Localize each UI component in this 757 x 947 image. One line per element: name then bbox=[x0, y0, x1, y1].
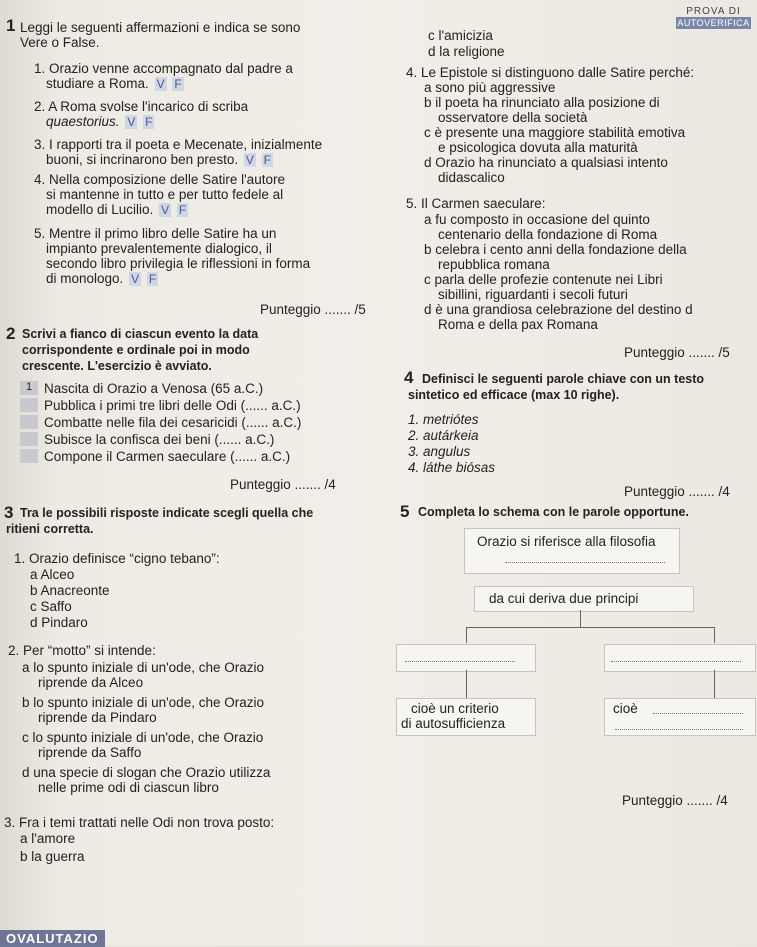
exercise-1-instruction: Leggi le seguenti affermazioni e indica se sono bbox=[20, 20, 301, 35]
ex4-instruction-2: sintetico ed efficace (max 10 righe). bbox=[408, 388, 620, 402]
q2-option-b-cont: riprende da Pindaro bbox=[38, 710, 157, 725]
q5-option-b[interactable]: b celebra i cento anni della fondazione della bbox=[424, 242, 687, 257]
badge-top: PROVA DI bbox=[686, 6, 741, 17]
q5-option-a-cont: centenario della fondazione di Roma bbox=[438, 227, 658, 242]
connector-line bbox=[466, 627, 714, 628]
ex1-item-5-line1: 5. Mentre il primo libro delle Satire ha un bbox=[34, 226, 277, 241]
q4-option-c-cont: e psicologica dovuta alla maturità bbox=[438, 140, 638, 155]
q2-option-c-cont: riprende da Saffo bbox=[38, 745, 142, 760]
q1-option-b[interactable]: b Anacreonte bbox=[30, 583, 110, 598]
false-option[interactable]: F bbox=[174, 77, 182, 91]
schema-box-cioe: cioè bbox=[604, 698, 756, 736]
q3-option-d[interactable]: d la religione bbox=[428, 44, 505, 59]
ex1-item-5-line4: di monologo. V F bbox=[46, 271, 157, 286]
badge-bottom: AUTOVERIFICA bbox=[677, 18, 750, 28]
false-option[interactable]: F bbox=[263, 153, 272, 167]
footer-banner: OVALUTAZIO bbox=[0, 930, 105, 947]
event-3: Combatte nelle fila dei cesaricidi (...... a.C.) bbox=[44, 415, 302, 430]
blank-line[interactable] bbox=[615, 729, 743, 730]
connector-line bbox=[714, 670, 715, 698]
exercise-5-number: 5 bbox=[400, 502, 410, 521]
ex1-item-4-line2: si mantenne in tutto e per tutto fedele al bbox=[46, 187, 284, 202]
ex3-instruction-1: Tra le possibili risposte indicate scegli quella che bbox=[20, 506, 314, 520]
ex1-item-1-line2: studiare a Roma. V F bbox=[46, 76, 182, 91]
order-box[interactable] bbox=[20, 432, 38, 446]
connector-line bbox=[714, 627, 715, 643]
order-box[interactable] bbox=[20, 415, 38, 429]
ex5-score: Punteggio ....... /4 bbox=[622, 793, 728, 808]
true-option[interactable]: V bbox=[127, 115, 136, 129]
ex1-score: Punteggio ....... /5 bbox=[260, 302, 366, 317]
schema-box-left-blank bbox=[396, 644, 536, 672]
q4-option-a[interactable]: a sono più aggressive bbox=[424, 80, 556, 95]
exercise-2-number: 2 bbox=[6, 324, 16, 343]
q4-option-b[interactable]: b il poeta ha rinunciato alla posizione di bbox=[424, 95, 660, 110]
exercise-3-number: 3 bbox=[4, 503, 14, 522]
schema-box-right-blank bbox=[604, 644, 756, 672]
q5-option-a[interactable]: a fu composto in occasione del quinto bbox=[424, 212, 650, 227]
ex1-item-3-line1: 3. I rapporti tra il poeta e Mecenate, inizialmente bbox=[34, 137, 323, 152]
event-5: Compone il Carmen saeculare (...... a.C.) bbox=[44, 449, 291, 464]
ex2-instruction-3: crescente. L'esercizio è avviato. bbox=[22, 359, 212, 373]
q2-option-a[interactable]: a lo spunto iniziale di un'ode, che Orazio bbox=[22, 660, 264, 675]
keyword-3: 3. angulus bbox=[408, 444, 471, 459]
blank-line[interactable] bbox=[405, 661, 515, 662]
keyword-1: 1. metriótes bbox=[408, 412, 479, 427]
event-2: Pubblica i primi tre libri delle Odi (...... a.C.) bbox=[44, 398, 301, 413]
exercise-1-number: 1 bbox=[6, 16, 16, 35]
ex1-item-2-line1: 2. A Roma svolse l'incarico di scriba bbox=[34, 99, 249, 114]
q5-option-d-cont: Roma e della pax Romana bbox=[438, 317, 598, 332]
q2-option-b[interactable]: b lo spunto iniziale di un'ode, che Orazio bbox=[22, 695, 264, 710]
false-option[interactable]: F bbox=[148, 272, 157, 286]
true-option[interactable]: V bbox=[131, 272, 140, 286]
keyword-4: 4. láthe biósas bbox=[408, 460, 496, 475]
q4-option-d-cont: didascalico bbox=[438, 170, 505, 185]
true-option[interactable]: V bbox=[156, 77, 165, 91]
q3-option-b[interactable]: b la guerra bbox=[20, 849, 85, 864]
ex3-score: Punteggio ....... /5 bbox=[624, 345, 730, 360]
connector-line bbox=[466, 627, 467, 643]
q4-option-d[interactable]: d Orazio ha rinunciato a qualsiasi intento bbox=[424, 155, 668, 170]
q2-option-d[interactable]: d una specie di slogan che Orazio utilizza bbox=[22, 765, 271, 780]
blank-line[interactable] bbox=[611, 661, 741, 662]
ex5-instruction: Completa lo schema con le parole opportune. bbox=[418, 505, 689, 519]
blank-line[interactable] bbox=[505, 562, 665, 563]
ex2-score: Punteggio ....... /4 bbox=[230, 477, 336, 492]
q5-option-b-cont: repubblica romana bbox=[438, 257, 550, 272]
ex3-instruction-2: ritieni corretta. bbox=[6, 522, 94, 536]
ex1-item-5-line3: secondo libro privilegia le riflessioni in forma bbox=[46, 256, 311, 271]
ex4-score: Punteggio ....... /4 bbox=[624, 484, 730, 499]
order-box[interactable] bbox=[20, 398, 38, 412]
ex1-item-1-line1: 1. Orazio venne accompagnato dal padre a bbox=[34, 61, 293, 76]
ex1-item-4-line3: modello di Lucilio. V F bbox=[46, 202, 187, 217]
order-box[interactable]: 1 bbox=[20, 381, 38, 395]
ex4-instruction-1: Definisci le seguenti parole chiave con un testo bbox=[422, 372, 705, 386]
ex3-q1: 1. Orazio definisce “cigno tebano”: bbox=[14, 551, 220, 566]
q5-option-d[interactable]: d è una grandiosa celebrazione del destino d bbox=[424, 302, 693, 317]
ex3-q4: 4. Le Epistole si distinguono dalle Satire perché: bbox=[406, 65, 695, 80]
schema-box-principles: da cui deriva due principi bbox=[474, 586, 694, 612]
ex3-q3: 3. Fra i temi trattati nelle Odi non trova posto: bbox=[4, 815, 275, 830]
ex2-instruction-1: Scrivi a fianco di ciascun evento la data bbox=[22, 327, 259, 341]
event-1: Nascita di Orazio a Venosa (65 a.C.) bbox=[44, 381, 264, 396]
connector-line bbox=[466, 670, 467, 698]
q2-option-a-cont: riprende da Alceo bbox=[38, 675, 144, 690]
exercise-4-number: 4 bbox=[404, 368, 414, 387]
ex1-item-3-line2: buoni, si incrinarono ben presto. V F bbox=[46, 152, 272, 167]
false-option[interactable]: F bbox=[145, 115, 153, 129]
keyword-2: 2. autárkeia bbox=[408, 428, 479, 443]
q5-option-c-cont: sibillini, riguardanti i secoli futuri bbox=[438, 287, 628, 302]
q1-option-a[interactable]: a Alceo bbox=[30, 567, 75, 582]
ex2-instruction-2: corrispondente e ordinale poi in modo bbox=[22, 343, 250, 357]
q2-option-c[interactable]: c lo spunto iniziale di un'ode, che Orazio bbox=[22, 730, 264, 745]
ex1-item-4-line1: 4. Nella composizione delle Satire l'autore bbox=[34, 172, 285, 187]
exercise-1-instruction-2: Vere o False. bbox=[20, 35, 100, 50]
q2-option-d-cont: nelle prime odi di ciascun libro bbox=[38, 780, 219, 795]
q1-option-c[interactable]: c Saffo bbox=[30, 599, 72, 614]
q4-option-c[interactable]: c è presente una maggiore stabilità emotiva bbox=[424, 125, 686, 140]
q1-option-d[interactable]: d Pindaro bbox=[30, 615, 88, 630]
blank-line[interactable] bbox=[653, 713, 743, 714]
ex3-q2: 2. Per “motto” si intende: bbox=[8, 643, 156, 658]
true-option[interactable]: V bbox=[161, 203, 170, 217]
q4-option-b-cont: osservatore della società bbox=[438, 110, 588, 125]
q5-option-c[interactable]: c parla delle profezie contenute nei Libri bbox=[424, 272, 663, 287]
false-option[interactable]: F bbox=[178, 203, 187, 217]
order-box[interactable] bbox=[20, 449, 38, 463]
ex3-q5: 5. Il Carmen saeculare: bbox=[406, 196, 546, 211]
ex1-item-5-line2: impianto prevalentemente dialogico, il bbox=[46, 241, 272, 256]
q3-option-a[interactable]: a l'amore bbox=[20, 831, 76, 846]
q3-option-c[interactable]: c l'amicizia bbox=[428, 28, 493, 43]
self-check-badge bbox=[676, 6, 751, 29]
schema-box-criterion: cioè un criterio di autosufficienza bbox=[396, 698, 536, 736]
true-option[interactable]: V bbox=[245, 153, 254, 167]
schema-box-philosophy: Orazio si riferisce alla filosofia bbox=[464, 528, 680, 574]
connector-line bbox=[580, 610, 581, 628]
event-4: Subisce la confisca dei beni (...... a.C.) bbox=[44, 432, 275, 447]
ex1-item-2-line2: quaestorius. V F bbox=[46, 114, 153, 129]
